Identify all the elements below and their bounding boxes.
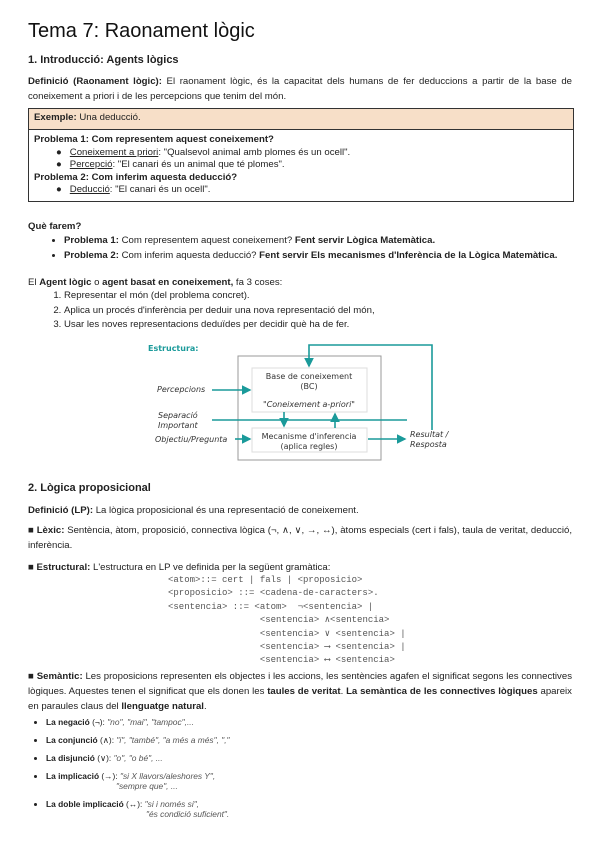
inference-label: (aplica regles) [280,442,338,451]
t: La implicació [46,771,100,781]
term-text: : "Qualsevol animal amb plomes és un ocell". [158,146,351,158]
list-item [46,753,410,763]
semantic-paragraph: ■ Semàntic: Les proposicions representen els objectes i les accions, les sentències agafen el significat segons les connectives lògiques. Aquestes tenen el significat que els donen les taules de veritat. La semàntica de les connectives lògiques apareix en paraules claus del llenguatge natural. [28,671,572,712]
grammar-block: <atom>::= cert | fals | <proposicio> <proposicio> ::= <cadena-de-caracters>. <sentencia> ::= <atom> ¬<sentencia> | <sentencia> ∧<sentencia> <sentencia> ∨ <sentencia> | <sentencia> ⟶ <sentencia> | <sentencia> ⟷ <sentencia> [168,575,406,666]
t: La lògica proposicional és una representació de coneixement. [93,505,359,516]
example-body [29,130,573,201]
output-label: Resultat / [410,430,449,439]
example-text: Una deducció. [76,112,141,123]
t: Les proposicions representen els objectes i les accions, les sentències agafen el significat segons les connectives lògiques. Aquestes tenen el significat que els donen les [28,671,572,697]
term: Deducció [69,184,110,195]
list-item [46,735,410,745]
item-text: Com representem aquest coneixement? [118,235,295,246]
problem-2: Problema 2: Com inferim aquesta deducció? [34,171,238,183]
input-label: Objectiu/Pregunta [155,435,228,444]
t: La doble implicació [46,799,124,809]
example-label: Exemple: [34,112,77,123]
t: Sentència, àtom, proposició, connectiva lògica (¬, ∧, ∨, →, ↔), àtoms especials (cert i fals), taula de veritat, deducció, inferència. [28,525,572,551]
term: Percepció [69,159,113,170]
list-item: ● Coneixement a priori: "Qualsevol animal amb plomes és un ocell". [56,146,351,158]
t: fa 3 coses: [233,277,283,288]
t: La negació [46,717,90,727]
diagram-title: Estructura: [148,344,199,353]
t: o [91,277,103,288]
input-label: Important [158,421,198,430]
list-item: ● Percepció: "El canari és un animal que té plomes". [56,159,285,170]
what-heading: Què farem? [28,221,82,232]
t: El [28,277,40,288]
t: (∧): [97,735,117,745]
agent-steps [28,289,572,333]
item-strong: Fent servir Lògica Matemàtica. [294,235,436,246]
t: "si X llavors/aleshores Y", [120,771,216,781]
example-header [29,109,573,130]
t: L'estructura en LP ve definida per la següent gramàtica: [90,562,331,573]
lp-definition [28,503,572,518]
t: "sempre que", ... [116,781,178,791]
definition-text: El raonament lògic, és la capacitat dels humans de fer deduccions a partir de la base de coneixement a priori i de les percepcions que tenim del món. [28,76,573,102]
t: (→): [99,771,120,781]
t: (↔): [123,799,145,809]
list-item: 1. Representar el món (del problema concret). [64,289,572,304]
list-item: 3. Usar les noves representacions deduïdes per decidir què ha de fer. [64,318,572,333]
input-label: Separació [158,411,198,420]
t: taules de veritat [267,686,341,697]
agent-paragraph [28,275,572,290]
t: "és condició suficient". [146,809,230,819]
section-1-heading: 1. Introducció: Agents lògics [28,54,179,66]
list-item: 2. Aplica un procés d'inferència per deduir una nova representació del món, [64,304,572,319]
term: Coneixement a priori [69,146,159,158]
connectives-list [10,717,410,827]
kb-label: "Coneixement a-priori" [263,400,355,409]
t: "si i només si", [144,799,200,809]
item-label: Problema 2: [64,249,119,261]
t: "no", "mai", "tampoc",... [107,717,194,727]
list-item: ● Deducció: "El canari és un ocell". [56,184,211,195]
kb-label: Base de coneixement [265,372,353,381]
lexic-paragraph: ■ Lèxic: Sentència, àtom, proposició, connectiva lògica (¬, ∧, ∨, →, ↔), àtoms especials (cert i fals), taula de veritat, deducció, inferència. [28,525,572,551]
definition-paragraph [28,74,572,104]
list-item [46,717,410,727]
what-list [28,234,572,263]
t: "i", "també", "a més a més", "," [116,735,230,745]
t: Semàntic: [36,671,83,682]
t: llenguatge natural [121,701,204,712]
item-label: Problema 1: [64,235,119,246]
example-box [28,108,574,202]
t: . [203,701,207,712]
list-item [64,249,572,264]
t: (∨): [94,753,114,763]
structure-diagram [130,335,450,465]
t: "o", "o bé", ... [113,753,163,763]
t: La semàntica de les connectives lògiques [346,686,538,697]
t: Agent lògic [39,277,92,288]
term-text: : "El canari és un animal que té plomes". [112,159,285,170]
t: Definició (LP): [28,505,94,516]
item-strong: Fent servir Els mecanismes d'Inferència de la Lògica Matemàtica. [259,249,558,261]
definition-label: Definició (Raonament lògic): [28,76,162,87]
t: apareix en paraules claus del [28,686,572,712]
t: La conjunció [46,735,98,745]
page-title: Tema 7: Raonament lògic [28,20,255,42]
t: agent basat en coneixement, [102,277,234,288]
t: (¬): [89,717,108,727]
t: Estructural: [36,562,91,573]
input-label: Percepcions [157,385,206,394]
inference-label: Mecanisme d'inferencia [261,432,357,441]
item-text: Com inferim aquesta deducció? [118,249,260,261]
list-item [64,234,572,249]
list-item [46,771,410,791]
t: La disjunció [46,753,95,763]
structural-paragraph: ■ Estructural: L'estructura en LP ve definida per la següent gramàtica: [28,562,331,573]
problem-1: Problema 1: Com representem aquest coneixement? [34,134,274,145]
kb-label: (BC) [300,382,318,391]
section-2-heading: 2. Lògica proposicional [28,482,151,494]
term-text: : "El canari és un ocell". [109,184,211,195]
t: Lèxic: [36,525,65,536]
list-item [46,799,410,819]
output-label: Resposta [410,440,447,449]
t: . [340,686,347,697]
